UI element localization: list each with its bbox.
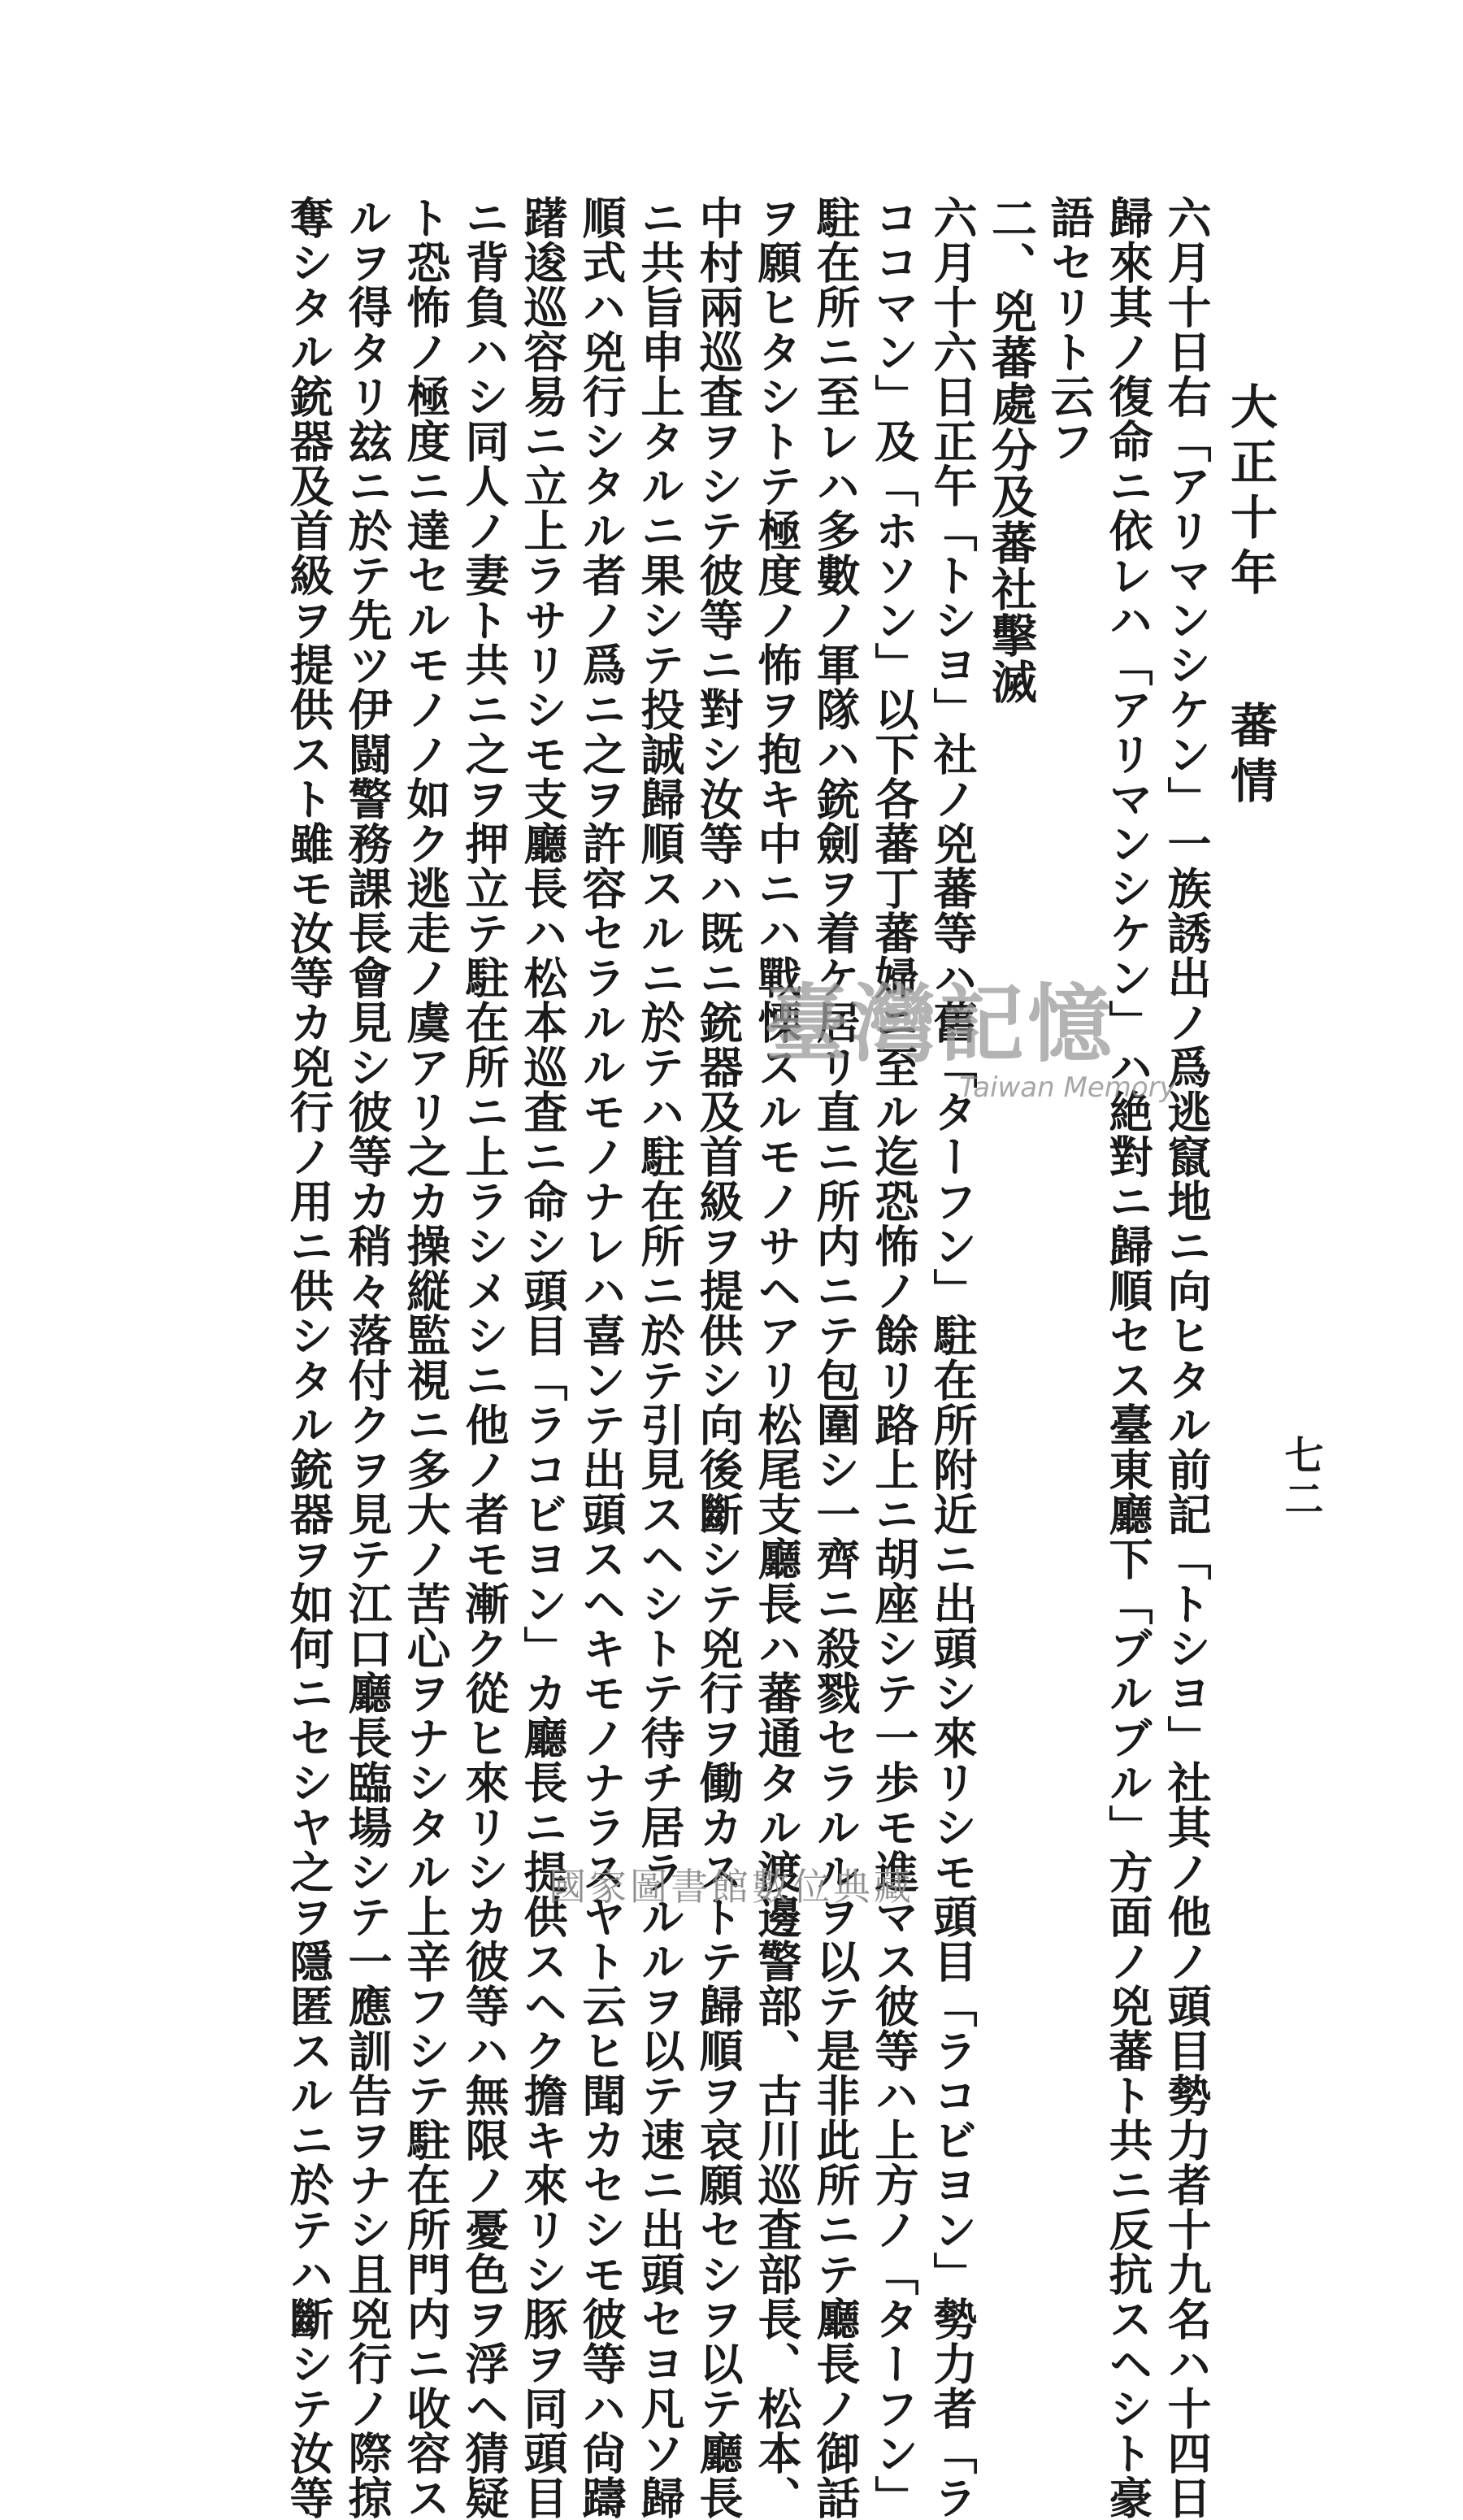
text-line: 六月十六日正午「トシヨ」社ノ兇蕃等ハ舊「ターフン」駐在所附近ニ出頭シ來リシモ頭目「ラコビヨン」勢力者「ラ [927,195,979,2520]
text-line: 歸來其ノ復命ニ依レハ「アリマンシケン」ハ絶對ニ歸順セス臺東廳下「ブルブル」方面ノ兇蕃ト共ニ反抗スヘシト豪 [1102,195,1154,2520]
header-title-left: 大正十年 [1222,382,1278,603]
text-line: 中村兩巡査ヲシテ彼等ニ對シ汝等ハ既ニ銃器及首級ヲ提供シ向後斷シテ兇行ヲ働カストテ歸順ヲ哀願セシヲ以テ廳長 [692,195,745,2520]
footer-credit: 國家圖書館數位典藏 [549,1865,914,1909]
section-heading: 二、兇蕃處分及蕃社擊滅 [984,195,1038,705]
text-line: ニ共旨申上タルニ果シテ投誠歸順スルニ於テハ駐在所ニ於テ引見スヘシトテ待チ居ラルルヲ以テ速ニ出頭セヨ凡ソ歸 [634,195,686,2520]
watermark-logo: 臺灣記憶 [764,974,1116,1074]
text-line: 駐在所ニ至レハ多數ノ軍隊ハ銃劍ヲ着ケ居リ直ニ所内ニテ包圍シ一齊ニ殺戮セラルルヲ以テ是非此所ニテ廳長ノ御話 [810,195,862,2520]
text-line: 語セリト云フ [1044,195,1096,463]
text-line: 奪シタル銃器及首級ヲ提供スト雖モ汝等カ兇行ノ用ニ供シタル銃器ヲ如何ニセシヤ之ヲ隱匿スルニ於テハ斷シテ汝等 [283,195,335,2520]
text-line: ニ背負ハシ同人ノ妻ト共ニ之ヲ押立テ駐在所ニ上ラシメシニ他ノ者モ漸ク從ヒ來リシカ彼等ハ無限ノ憂色ヲ浮ヘ猜疑 [458,195,510,2520]
text-line: ヲ願ヒタシトテ極度ノ怖ヲ抱キ中ニハ戰慄スルモノサヘアリ松尾支廳長ハ蕃通タル渡邊警部、古川巡査部長、松本、 [751,195,803,2520]
header-title-right: 蕃情 [1222,701,1278,811]
text-line: ト恐怖ノ極度ニ達セルモノノ如ク逃走ノ虞アリ之カ操縦監視ニ多大ノ苦心ヲナシタル上辛フシテ駐在所門内ニ收容ス [400,195,452,2520]
text-line: 六月十日右「アリマンシケン」一族誘出ノ爲逃竄地ニ向ヒタル前記「トシヨ」社其ノ他ノ頭目勢力者十九名ハ十四日 [1161,195,1213,2520]
running-header [1219,382,1284,811]
text-line: ココマン」及「ホソン」以下各蕃丁蕃婦ニ至ル迄恐怖ノ餘リ路上ニ胡座シテ一歩モ進マス彼等ハ上方ノ「ターフン」 [868,195,920,2520]
watermark-subtitle: Taiwan Memory [959,1071,1176,1104]
text-line: ルヲ得タリ玆ニ於テ先ツ伊闘警務課長會見シ彼等カ稍々落付クヲ見テ江口廳長臨場シテ一應訓告ヲナシ且兇行ノ際掠 [341,195,393,2520]
text-line: 順式ハ兇行シタル者ノ爲ニ之ヲ許容セラルルモノナレハ喜ンテ出頭スヘキモノナラスヤト云ヒ聞カセシモ彼等ハ尙躊 [575,195,627,2520]
text-line: 躇逡巡容易ニ立上ラサリシモ支廳長ハ松本巡査ニ命シ頭目「ラコビヨン」カ廳長ニ提供スヘク擔キ來リシ豚ヲ同頭目 [517,195,569,2520]
page-number: 七二 [1278,1435,1323,1523]
